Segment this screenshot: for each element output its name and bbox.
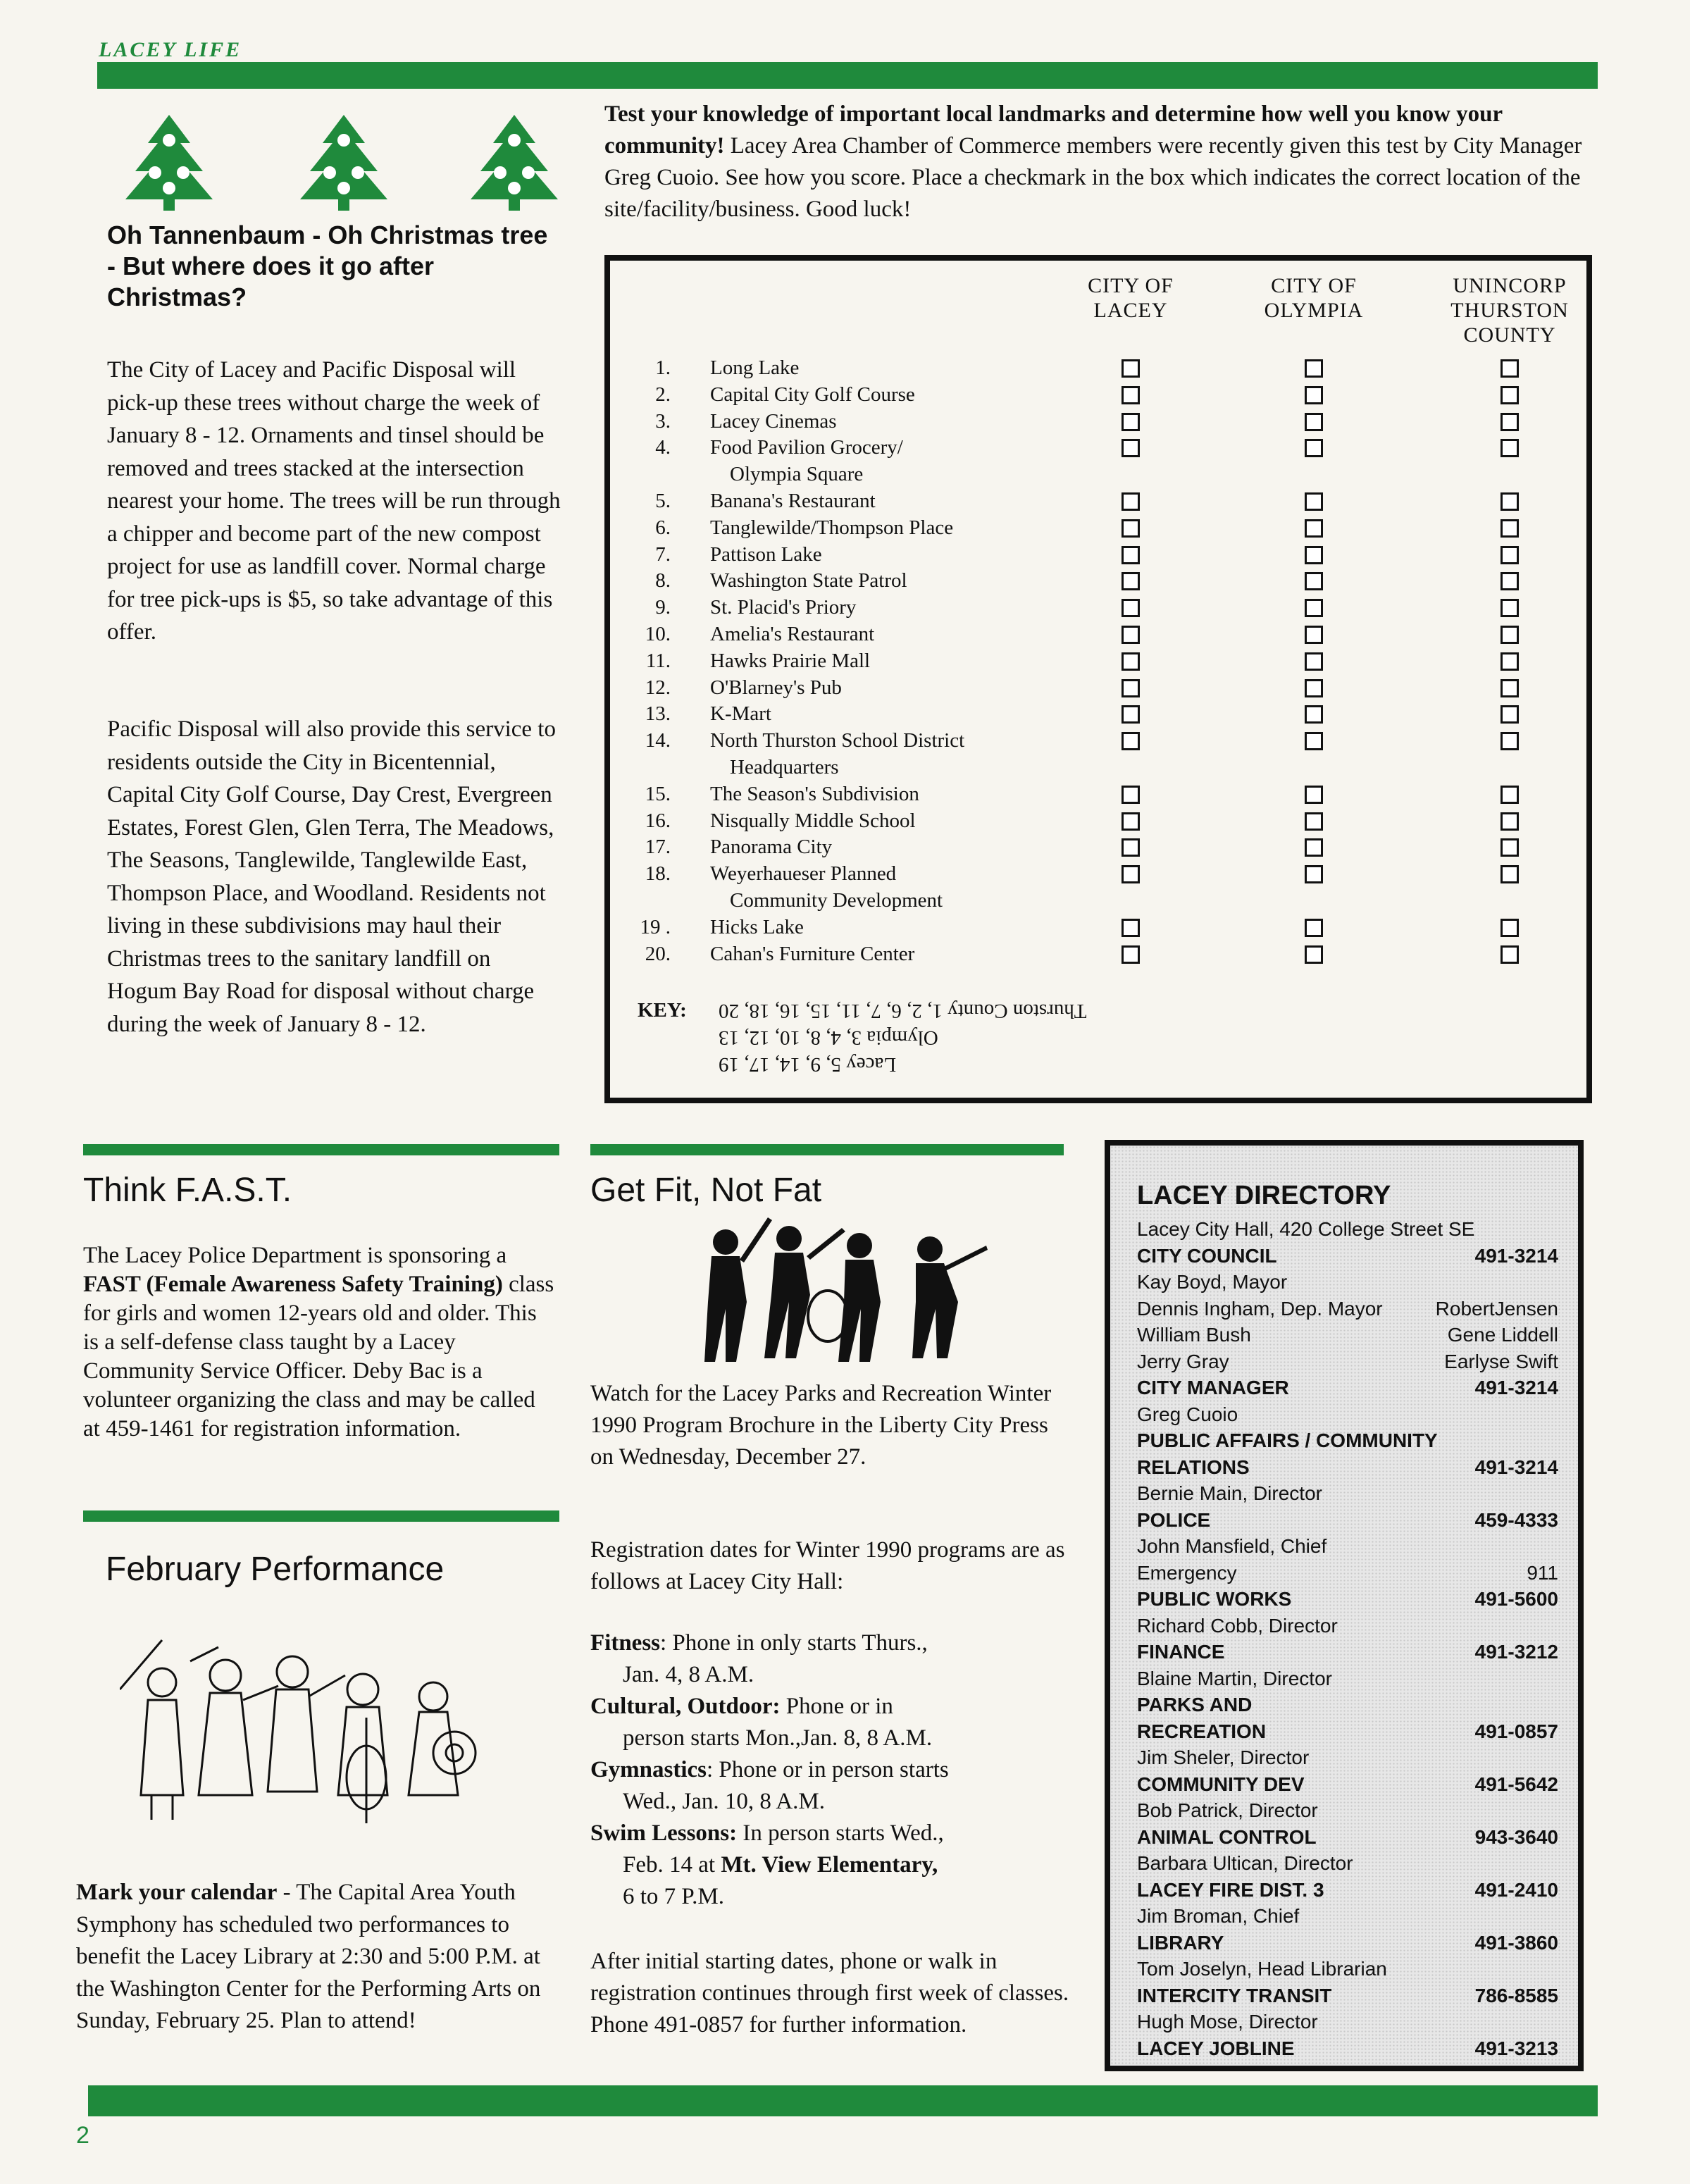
quiz-checkbox[interactable] (1122, 705, 1140, 724)
quiz-item-number: 12. (645, 676, 671, 699)
directory-entry-label: LIBRARY (1137, 1931, 1224, 1954)
trees-paragraph-1: The City of Lacey and Pacific Disposal will pick-up these trees without charge the week of January 8 - 12. Ornaments and tinsel should be removed and trees stacked at the intersection nearest your home. The trees will be run through a chipper and become part of the new compost project for use as landfill cover. Normal charge for tree pick-ups is $5, so take advantage of this offer. (107, 357, 561, 645)
quiz-item-number: 11. (645, 649, 671, 672)
footer-bar (88, 2085, 1598, 2116)
quiz-checkbox[interactable] (1305, 599, 1323, 617)
directory-entry-label: Dennis Ingham, Dep. Mayor (1137, 1297, 1383, 1320)
directory-entry (1137, 1375, 1558, 1401)
getfit-rule (590, 1144, 1064, 1155)
directory-entry-label: Richard Cobb, Director (1137, 1614, 1338, 1637)
directory-entry (1137, 1824, 1558, 1850)
directory-entry-label: RECREATION (1137, 1720, 1267, 1742)
quiz-checkbox[interactable] (1501, 838, 1519, 857)
quiz-item-number: 17. (645, 836, 671, 859)
quiz-item-name: Capital City Golf Course (710, 383, 915, 406)
quiz-checkbox[interactable] (1122, 599, 1140, 617)
directory-entry (1137, 1983, 1558, 2009)
directory-entry-value: 491-3214 (1474, 1456, 1558, 1478)
quiz-item-name: Cahan's Furniture Center (710, 942, 915, 965)
directory-entry-value: RobertJensen (1435, 1297, 1558, 1320)
quiz-checkbox[interactable] (1501, 599, 1519, 617)
quiz-checkbox[interactable] (1122, 546, 1140, 564)
quiz-item-number: 16. (645, 809, 671, 832)
quiz-checkbox[interactable] (1122, 945, 1140, 964)
getfit-paragraph-3: After initial starting dates, phone or walk in registration continues through first week of classes. Phone 491-0857 for further information. (590, 1949, 1069, 2037)
orchestra-illustration (120, 1633, 514, 1830)
quiz-checkbox[interactable] (1501, 652, 1519, 671)
directory-entry-label: Kay Boyd, Mayor (1137, 1271, 1288, 1293)
quiz-item-name: Hicks Lake (710, 915, 804, 938)
quiz-checkbox[interactable] (1501, 945, 1519, 964)
quiz-item-name-continued: Olympia Square (730, 463, 864, 486)
quiz-checkbox[interactable] (1305, 945, 1323, 964)
quiz-item-name: The Season's Subdivision (710, 782, 919, 805)
quiz-item-number: 1. (655, 356, 671, 379)
quiz-checkbox[interactable] (1305, 812, 1323, 831)
fitness-illustration (669, 1217, 993, 1365)
directory-entry-label: Bob Patrick, Director (1137, 1799, 1318, 1821)
quiz-checkbox[interactable] (1501, 786, 1519, 804)
directory-entry-value: 491-3214 (1474, 1377, 1558, 1398)
directory-entry-label: Barbara Ultican, Director (1137, 1852, 1353, 1874)
schedule-swim-time: 6 to 7 P.M. (623, 1884, 724, 1909)
lacey-directory (1105, 1140, 1584, 2071)
quiz-item-number: 3. (655, 409, 671, 433)
quiz-checkbox[interactable] (1501, 626, 1519, 644)
directory-entry-value: 943-3640 (1474, 1825, 1558, 1848)
quiz-checkbox[interactable] (1122, 786, 1140, 804)
directory-entry (1137, 1296, 1558, 1322)
directory-entry-value: 491-2410 (1474, 1878, 1558, 1901)
directory-entry-label: Blaine Martin, Director (1137, 1667, 1332, 1689)
getfit-paragraph-1: Watch for the Lacey Parks and Recreation Winter 1990 Program Brochure in the Liberty City Press on Wednesday, December 27. (590, 1381, 1052, 1470)
quiz-item-name: Nisqually Middle School (710, 809, 916, 832)
quiz-item-name: Long Lake (710, 356, 800, 379)
directory-entry-value: 491-0857 (1474, 1720, 1558, 1742)
quiz-item-name: Hawks Prairie Mall (710, 649, 871, 672)
quiz-checkbox[interactable] (1305, 865, 1323, 883)
quiz-checkbox[interactable] (1501, 705, 1519, 724)
quiz-checkbox[interactable] (1305, 546, 1323, 564)
quiz-checkbox[interactable] (1305, 705, 1323, 724)
schedule-swim-date: Feb. 14 at Mt. View Elementary, (623, 1852, 938, 1878)
directory-entry (1137, 1507, 1558, 1533)
quiz-item-name: Banana's Restaurant (710, 490, 876, 512)
quiz-checkbox[interactable] (1305, 732, 1323, 750)
directory-entry-value: 459-4333 (1474, 1508, 1558, 1531)
directory-entry-label: LACEY FIRE DIST. 3 (1137, 1878, 1324, 1901)
quiz-checkbox[interactable] (1501, 546, 1519, 564)
quiz-item-number: 14. (645, 729, 671, 752)
quiz-checkbox[interactable] (1305, 439, 1323, 457)
directory-entry-label: John Mansfield, Chief (1137, 1535, 1327, 1557)
directory-entry (1137, 1427, 1558, 1453)
february-lead: Mark your calendar (76, 1880, 278, 1905)
quiz-checkbox[interactable] (1122, 838, 1140, 857)
directory-entry-label: PARKS AND (1137, 1694, 1253, 1715)
directory-entry (1137, 1692, 1558, 1718)
quiz-checkbox[interactable] (1501, 919, 1519, 937)
quiz-item-name: Panorama City (710, 836, 833, 859)
quiz-item-name: K-Mart (710, 702, 771, 726)
directory-entry-label: FINANCE (1137, 1641, 1225, 1663)
directory-entry-label: LACEY JOBLINE (1137, 2037, 1295, 2059)
directory-entry (1137, 1454, 1558, 1480)
quiz-item-number: 15. (645, 782, 671, 805)
quiz-checkbox[interactable] (1122, 865, 1140, 883)
column-header-line: OLYMPIA (1264, 299, 1364, 322)
fast-program-name: FAST (Female Awareness Safety Training) (83, 1272, 503, 1297)
masthead-bar (97, 62, 1598, 89)
directory-entry (1137, 2009, 1558, 2035)
directory-entry (1137, 1216, 1558, 1242)
february-text (76, 1877, 562, 2037)
directory-entry-label: RELATIONS (1137, 1456, 1250, 1478)
trees-paragraph-2: Pacific Disposal will also provide this service to residents outside the City in Bicentennial, Capital City Golf Course, Day Crest, Evergreen Estates, Forest Glen, Glen Terra, The Meadows, The Seasons, Tanglewilde, Tanglewilde East, Thompson Place, and Woodland. Residents not living in these subdivisions may haul their Christmas trees to the sanitary landfill on Hogum Bay Road for disposal without charge during the week of January 8 - 12. (107, 716, 556, 1037)
quiz-item-number: 4. (655, 436, 671, 459)
quiz-intro-rest: Lacey Area Chamber of Commerce members were recently given this test by City Manager Greg Cuoio. See how you score. Place a checkmark in the box which indicates the correct location of the site/facility/business. Good luck! (604, 133, 1582, 222)
directory-entry-label: PUBLIC AFFAIRS / COMMUNITY (1137, 1429, 1438, 1451)
directory-entry-label: CITY MANAGER (1137, 1377, 1289, 1398)
quiz-checkbox[interactable] (1501, 359, 1519, 378)
quiz-item-name: St. Placid's Priory (710, 596, 857, 619)
directory-entry (1137, 1877, 1558, 1903)
directory-entry-value: 491-5642 (1474, 1773, 1558, 1795)
february-headline: February Performance (106, 1551, 445, 1588)
quiz-item-name: Weyerhaueser Planned (710, 862, 897, 886)
directory-entry-label: Bernie Main, Director (1137, 1482, 1322, 1504)
quiz-checkbox[interactable] (1305, 492, 1323, 511)
directory-entry (1137, 1480, 1558, 1506)
directory-entry-value: Gene Liddell (1447, 1324, 1558, 1346)
schedule-cultural-date: person starts Mon.,Jan. 8, 8 A.M. (623, 1725, 933, 1751)
column-header-line: COUNTY (1463, 323, 1556, 347)
directory-entry-label: Hugh Mose, Director (1137, 2011, 1318, 2033)
quiz-intro-bold: Test your knowledge of important local landmarks and determine how well you know your community! (604, 101, 1503, 159)
directory-entry-value: 786-8585 (1474, 1984, 1558, 2006)
directory-title: LACEY DIRECTORY (1137, 1181, 1391, 1210)
directory-entry-label: INTERCITY TRANSIT (1137, 1984, 1332, 2006)
quiz-item-name: North Thurston School District (710, 729, 965, 752)
trees-headline: Oh Tannenbaum - Oh Christmas tree - But where does it go after Christmas? (107, 221, 548, 311)
directory-entry (1137, 1718, 1558, 1744)
quiz-checkbox[interactable] (1122, 439, 1140, 457)
quiz-item-name: Food Pavilion Grocery/ (710, 436, 903, 459)
directory-entry (1137, 1560, 1558, 1586)
quiz-checkbox[interactable] (1501, 679, 1519, 697)
directory-entry-label: Jerry Gray (1137, 1350, 1229, 1372)
directory-entry-value: 491-3212 (1474, 1641, 1558, 1663)
directory-entry-label: Lacey City Hall, 420 College Street SE (1137, 1218, 1475, 1240)
quiz-checkbox[interactable] (1122, 492, 1140, 511)
directory-entry-value: Earlyse Swift (1444, 1350, 1558, 1372)
christmas-tree-icon (294, 109, 393, 215)
quiz-checkbox[interactable] (1122, 679, 1140, 697)
quiz-checkbox[interactable] (1305, 413, 1323, 431)
page-number: 2 (76, 2122, 89, 2149)
quiz-checkbox[interactable] (1501, 413, 1519, 431)
quiz-checkbox[interactable] (1501, 492, 1519, 511)
fast-headline: Think F.A.S.T. (83, 1172, 292, 1209)
directory-entry-label: Tom Joselyn, Head Librarian (1137, 1958, 1387, 1980)
quiz-column-header (1418, 273, 1601, 347)
christmas-tree-icon (120, 109, 218, 215)
quiz-item-number: 10. (645, 623, 671, 645)
directory-entry (1137, 1533, 1558, 1559)
quiz-checkbox[interactable] (1122, 652, 1140, 671)
quiz-item-name: O'Blarney's Pub (710, 676, 842, 699)
quiz-checkbox[interactable] (1305, 919, 1323, 937)
quiz-item-number: 2. (655, 383, 671, 406)
quiz-item-number: 18. (645, 862, 671, 886)
quiz-column-header (1039, 273, 1222, 323)
quiz-item-number: 20. (645, 942, 671, 965)
quiz-item-name-continued: Community Development (730, 889, 943, 912)
quiz-item-name: Pattison Lake (710, 542, 822, 566)
quiz-checkbox[interactable] (1305, 519, 1323, 538)
schedule-fitness: Fitness: Phone in only starts Thurs., (590, 1630, 928, 1656)
quiz-item-name: Tanglewilde/Thompson Place (710, 516, 954, 539)
directory-entry-label: COMMUNITY DEV (1137, 1773, 1305, 1795)
directory-entry-label: CITY COUNCIL (1137, 1244, 1277, 1267)
february-rule (83, 1510, 559, 1522)
quiz-checkbox[interactable] (1501, 519, 1519, 538)
quiz-checkbox[interactable] (1305, 572, 1323, 590)
quiz-checkbox[interactable] (1501, 439, 1519, 457)
fast-text (83, 1241, 555, 1444)
directory-entry (1137, 1613, 1558, 1639)
quiz-item-number: 7. (655, 542, 671, 566)
column-header-line: THURSTON (1450, 299, 1569, 322)
directory-entry-label: Jim Broman, Chief (1137, 1905, 1300, 1927)
directory-entry-value: 491-3213 (1474, 2037, 1558, 2059)
key-line-lacey: Lacey 5, 9, 14, 17, 19 (719, 1053, 897, 1076)
column-header-line: CITY OF (1271, 274, 1357, 297)
quiz-checkbox[interactable] (1122, 386, 1140, 404)
quiz-intro (604, 99, 1591, 225)
directory-entry-label: Greg Cuoio (1137, 1403, 1238, 1425)
february-body: - The Capital Area Youth Symphony has scheduled two performances to benefit the Lacey Library at 2:30 and 5:00 P.M. at the Washington Center for the Performing Arts on Sunday, February 25. Plan to attend! (76, 1880, 541, 2033)
directory-entry (1137, 1903, 1558, 1929)
fast-text-3: class for girls and women 12-years old and older. This is a self-defense class taught by a Lacey Community Service Officer. Deby Bac is a volunteer organizing the class and may be called at 459-1461 for registration information. (83, 1272, 554, 1441)
quiz-checkbox[interactable] (1122, 626, 1140, 644)
directory-entry-label: ANIMAL CONTROL (1137, 1825, 1317, 1848)
getfit-paragraph-2: Registration dates for Winter 1990 programs are as follows at Lacey City Hall: (590, 1537, 1065, 1594)
fast-rule (83, 1144, 559, 1155)
directory-entry (1137, 1322, 1558, 1348)
key-line-thurston: Thurston County 1, 2, 6, 7, 11, 15, 16, 18, 20 (719, 1000, 1087, 1022)
directory-entry-value: 491-3214 (1474, 1244, 1558, 1267)
quiz-checkbox[interactable] (1501, 865, 1519, 883)
quiz-item-number: 19 . (640, 915, 671, 938)
quiz-item-name: Lacey Cinemas (710, 409, 837, 433)
directory-entry (1137, 1639, 1558, 1665)
schedule-fitness-date: Jan. 4, 8 A.M. (623, 1662, 754, 1687)
directory-entry (1137, 1348, 1558, 1375)
quiz-item-name: Washington State Patrol (710, 569, 907, 592)
directory-entry-value: 911 (1527, 1561, 1558, 1584)
schedule-cultural: Cultural, Outdoor: Phone or in (590, 1694, 893, 1719)
directory-entry-label: POLICE (1137, 1508, 1211, 1531)
quiz-checkbox[interactable] (1501, 572, 1519, 590)
quiz-checkbox[interactable] (1501, 732, 1519, 750)
column-header-line: UNINCORP (1453, 274, 1567, 297)
directory-entry (1137, 1797, 1558, 1823)
directory-entry (1137, 1401, 1558, 1427)
christmas-tree-icon (465, 109, 564, 215)
quiz-item-name-continued: Headquarters (730, 756, 839, 778)
quiz-item-number: 6. (655, 516, 671, 539)
key-line-olympia: Olympia 3, 4, 8, 10, 12, 13 (719, 1026, 938, 1049)
quiz-checkbox[interactable] (1501, 386, 1519, 404)
column-header-line: LACEY (1093, 299, 1168, 322)
directory-entry-value: 491-3860 (1474, 1931, 1558, 1954)
schedule-list (590, 1627, 1076, 1913)
quiz-item-name: Amelia's Restaurant (710, 623, 875, 645)
directory-entry (1137, 1771, 1558, 1797)
directory-entry-value: 491-5600 (1474, 1588, 1558, 1610)
quiz-checkbox[interactable] (1305, 626, 1323, 644)
quiz-checkbox[interactable] (1122, 359, 1140, 378)
directory-entry (1137, 1956, 1558, 1982)
quiz-item-number: 13. (645, 702, 671, 726)
directory-entry (1137, 1243, 1558, 1269)
quiz-checkbox[interactable] (1122, 519, 1140, 538)
schedule-gymnastics: Gymnastics: Phone or in person starts (590, 1757, 949, 1782)
quiz-checkbox[interactable] (1122, 732, 1140, 750)
directory-entry-label: William Bush (1137, 1324, 1251, 1346)
quiz-checkbox[interactable] (1305, 652, 1323, 671)
schedule-swim: Swim Lessons: In person starts Wed., (590, 1820, 944, 1846)
directory-entry-label: Emergency (1137, 1561, 1237, 1584)
quiz-item-number: 8. (655, 569, 671, 592)
quiz-checkbox[interactable] (1305, 786, 1323, 804)
fast-text-1: The Lacey Police Department is sponsoring a (83, 1243, 507, 1268)
quiz-column-header (1222, 273, 1405, 323)
key-label: KEY: (638, 999, 687, 1022)
directory-entry (1137, 1269, 1558, 1295)
quiz-checkbox[interactable] (1122, 812, 1140, 831)
quiz-checkbox[interactable] (1122, 572, 1140, 590)
directory-entry (1137, 2035, 1558, 2061)
quiz-checkbox[interactable] (1305, 386, 1323, 404)
masthead-logo: LACEY LIFE (99, 38, 247, 66)
quiz-item-number: 5. (655, 490, 671, 512)
directory-entry (1137, 1930, 1558, 1956)
quiz-checkbox[interactable] (1122, 413, 1140, 431)
quiz-checkbox[interactable] (1305, 679, 1323, 697)
directory-entry (1137, 1665, 1558, 1692)
quiz-checkbox[interactable] (1305, 838, 1323, 857)
getfit-headline: Get Fit, Not Fat (590, 1172, 822, 1209)
directory-entry-label: PUBLIC WORKS (1137, 1588, 1292, 1610)
quiz-checkbox[interactable] (1501, 812, 1519, 831)
quiz-checkbox[interactable] (1122, 919, 1140, 937)
directory-entry-label: Jim Sheler, Director (1137, 1746, 1310, 1768)
schedule-gymnastics-date: Wed., Jan. 10, 8 A.M. (623, 1789, 825, 1814)
quiz-checkbox[interactable] (1305, 359, 1323, 378)
quiz-item-number: 9. (655, 596, 671, 619)
directory-entry (1137, 1850, 1558, 1876)
directory-entry (1137, 1744, 1558, 1770)
directory-entry (1137, 1586, 1558, 1612)
column-header-line: CITY OF (1088, 274, 1174, 297)
